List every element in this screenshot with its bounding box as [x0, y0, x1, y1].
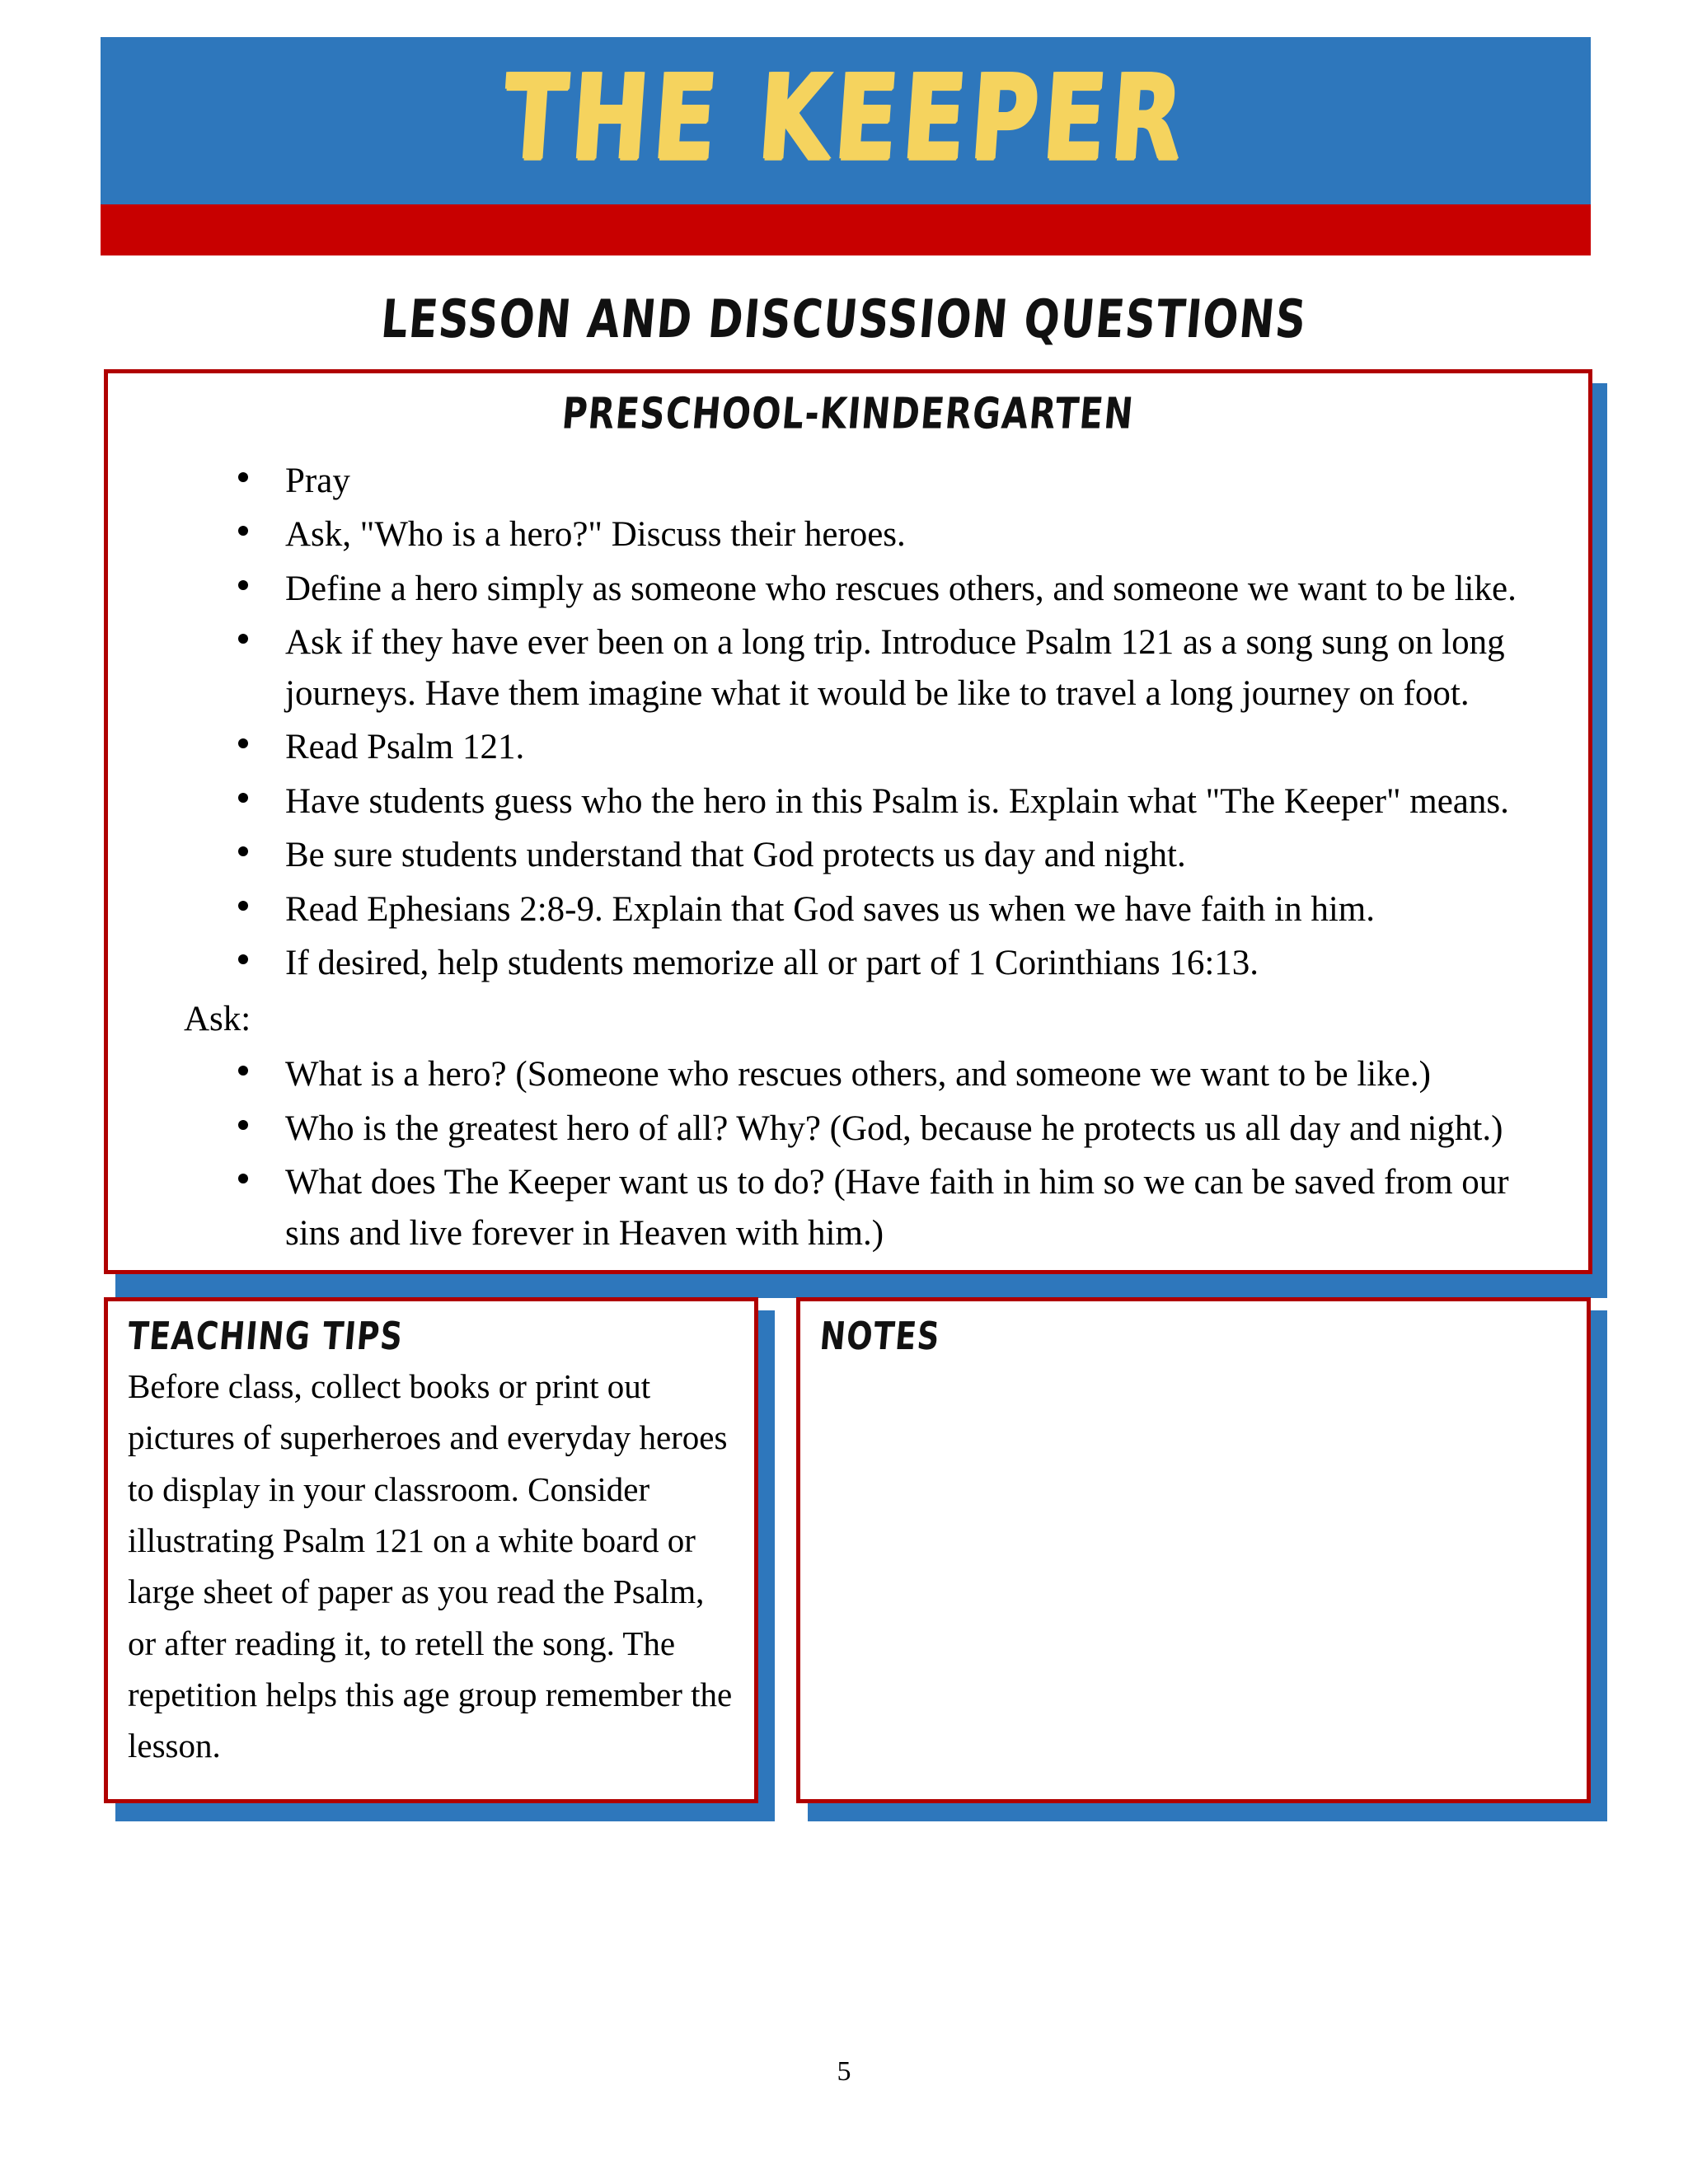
notes-heading	[818, 1315, 1567, 1359]
list-item-text: If desired, help students memorize all or part of 1 Corinthians 16:13.	[285, 944, 1259, 983]
page-number: 5	[837, 2056, 851, 2087]
list-item	[108, 617, 1588, 719]
list-item-text: Be sure students understand that God protects us day and night.	[285, 836, 1186, 875]
lesson-content	[108, 456, 1588, 1262]
bullet-dot-icon	[238, 954, 248, 964]
list-item	[108, 1104, 1588, 1154]
list-item	[108, 830, 1588, 880]
ask-label: Ask:	[184, 999, 251, 1038]
lesson-steps-list	[108, 456, 1588, 989]
bullet-dot-icon	[238, 738, 248, 748]
list-item-text: Ask, "Who is a hero?" Discuss their heroes.	[285, 515, 906, 555]
teaching-tips-box	[104, 1297, 758, 1803]
teaching-tips-heading	[125, 1315, 734, 1359]
list-item	[108, 456, 1588, 506]
list-item-text: Who is the greatest hero of all? Why? (God, because he protects us all day and night.)	[285, 1108, 1503, 1148]
list-item-text: Read Psalm 121.	[285, 728, 525, 767]
header-accent-bar	[101, 204, 1591, 255]
notes-heading-text: NOTES	[818, 1315, 943, 1359]
list-item	[108, 722, 1588, 772]
bullet-dot-icon	[238, 1174, 248, 1183]
teaching-tips-heading-text: TEACHING TIPS	[125, 1315, 406, 1359]
list-item-text: Pray	[285, 462, 350, 500]
bullet-dot-icon	[238, 1066, 248, 1076]
bullet-dot-icon	[238, 901, 248, 911]
header-banner	[101, 37, 1591, 204]
list-item	[108, 938, 1588, 988]
ask-questions-list	[108, 1049, 1588, 1258]
list-item	[108, 1049, 1588, 1099]
list-item-text: What does The Keeper want us to do? (Have faith in him so we can be saved from our sins and live forever in Heaven with him.)	[285, 1163, 1509, 1253]
list-item	[108, 776, 1588, 827]
list-item	[108, 884, 1588, 935]
page-title: THE KEEPER	[499, 47, 1193, 186]
notes-box[interactable]	[796, 1297, 1591, 1803]
teaching-tips-body: Before class, collect books or print out pictures of superheroes and everyday heroes to display in your classroom. Consider illustrating Psalm 121 on a white board or large sheet of paper as you read the Psalm, or after reading it, to retell the song. The repetition helps this age group remember the lesson.	[128, 1367, 733, 1765]
bullet-dot-icon	[238, 580, 248, 590]
bullet-dot-icon	[238, 472, 248, 482]
bullet-dot-icon	[238, 526, 248, 536]
list-item-text: Define a hero simply as someone who rescues others, and someone we want to be like.	[285, 569, 1517, 608]
list-item-text: Read Ephesians 2:8-9. Explain that God saves us when we have faith in him.	[285, 889, 1375, 929]
bullet-dot-icon	[238, 634, 248, 644]
grade-heading-text: PRESCHOOL-KINDERGARTEN	[560, 387, 1137, 439]
list-item-text: Have students guess who the hero in this Psalm is. Explain what "The Keeper" means.	[285, 781, 1509, 821]
list-item-text: Ask if they have ever been on a long trip. Introduce Psalm 121 as a song sung on long journeys. Have them imagine what it would be like to travel a long journey on foot.	[285, 623, 1505, 713]
lesson-box	[104, 369, 1592, 1274]
bullet-dot-icon	[238, 793, 248, 803]
bullet-dot-icon	[238, 1120, 248, 1130]
bullet-dot-icon	[238, 846, 248, 856]
section-heading-text: LESSON AND DISCUSSION QUESTIONS	[378, 288, 1310, 350]
list-item	[108, 564, 1588, 614]
grade-heading	[108, 387, 1588, 439]
list-item	[108, 1157, 1588, 1258]
section-heading	[0, 288, 1688, 350]
list-item	[108, 509, 1588, 560]
list-item-text: What is a hero? (Someone who rescues others, and someone we want to be like.)	[285, 1055, 1431, 1094]
